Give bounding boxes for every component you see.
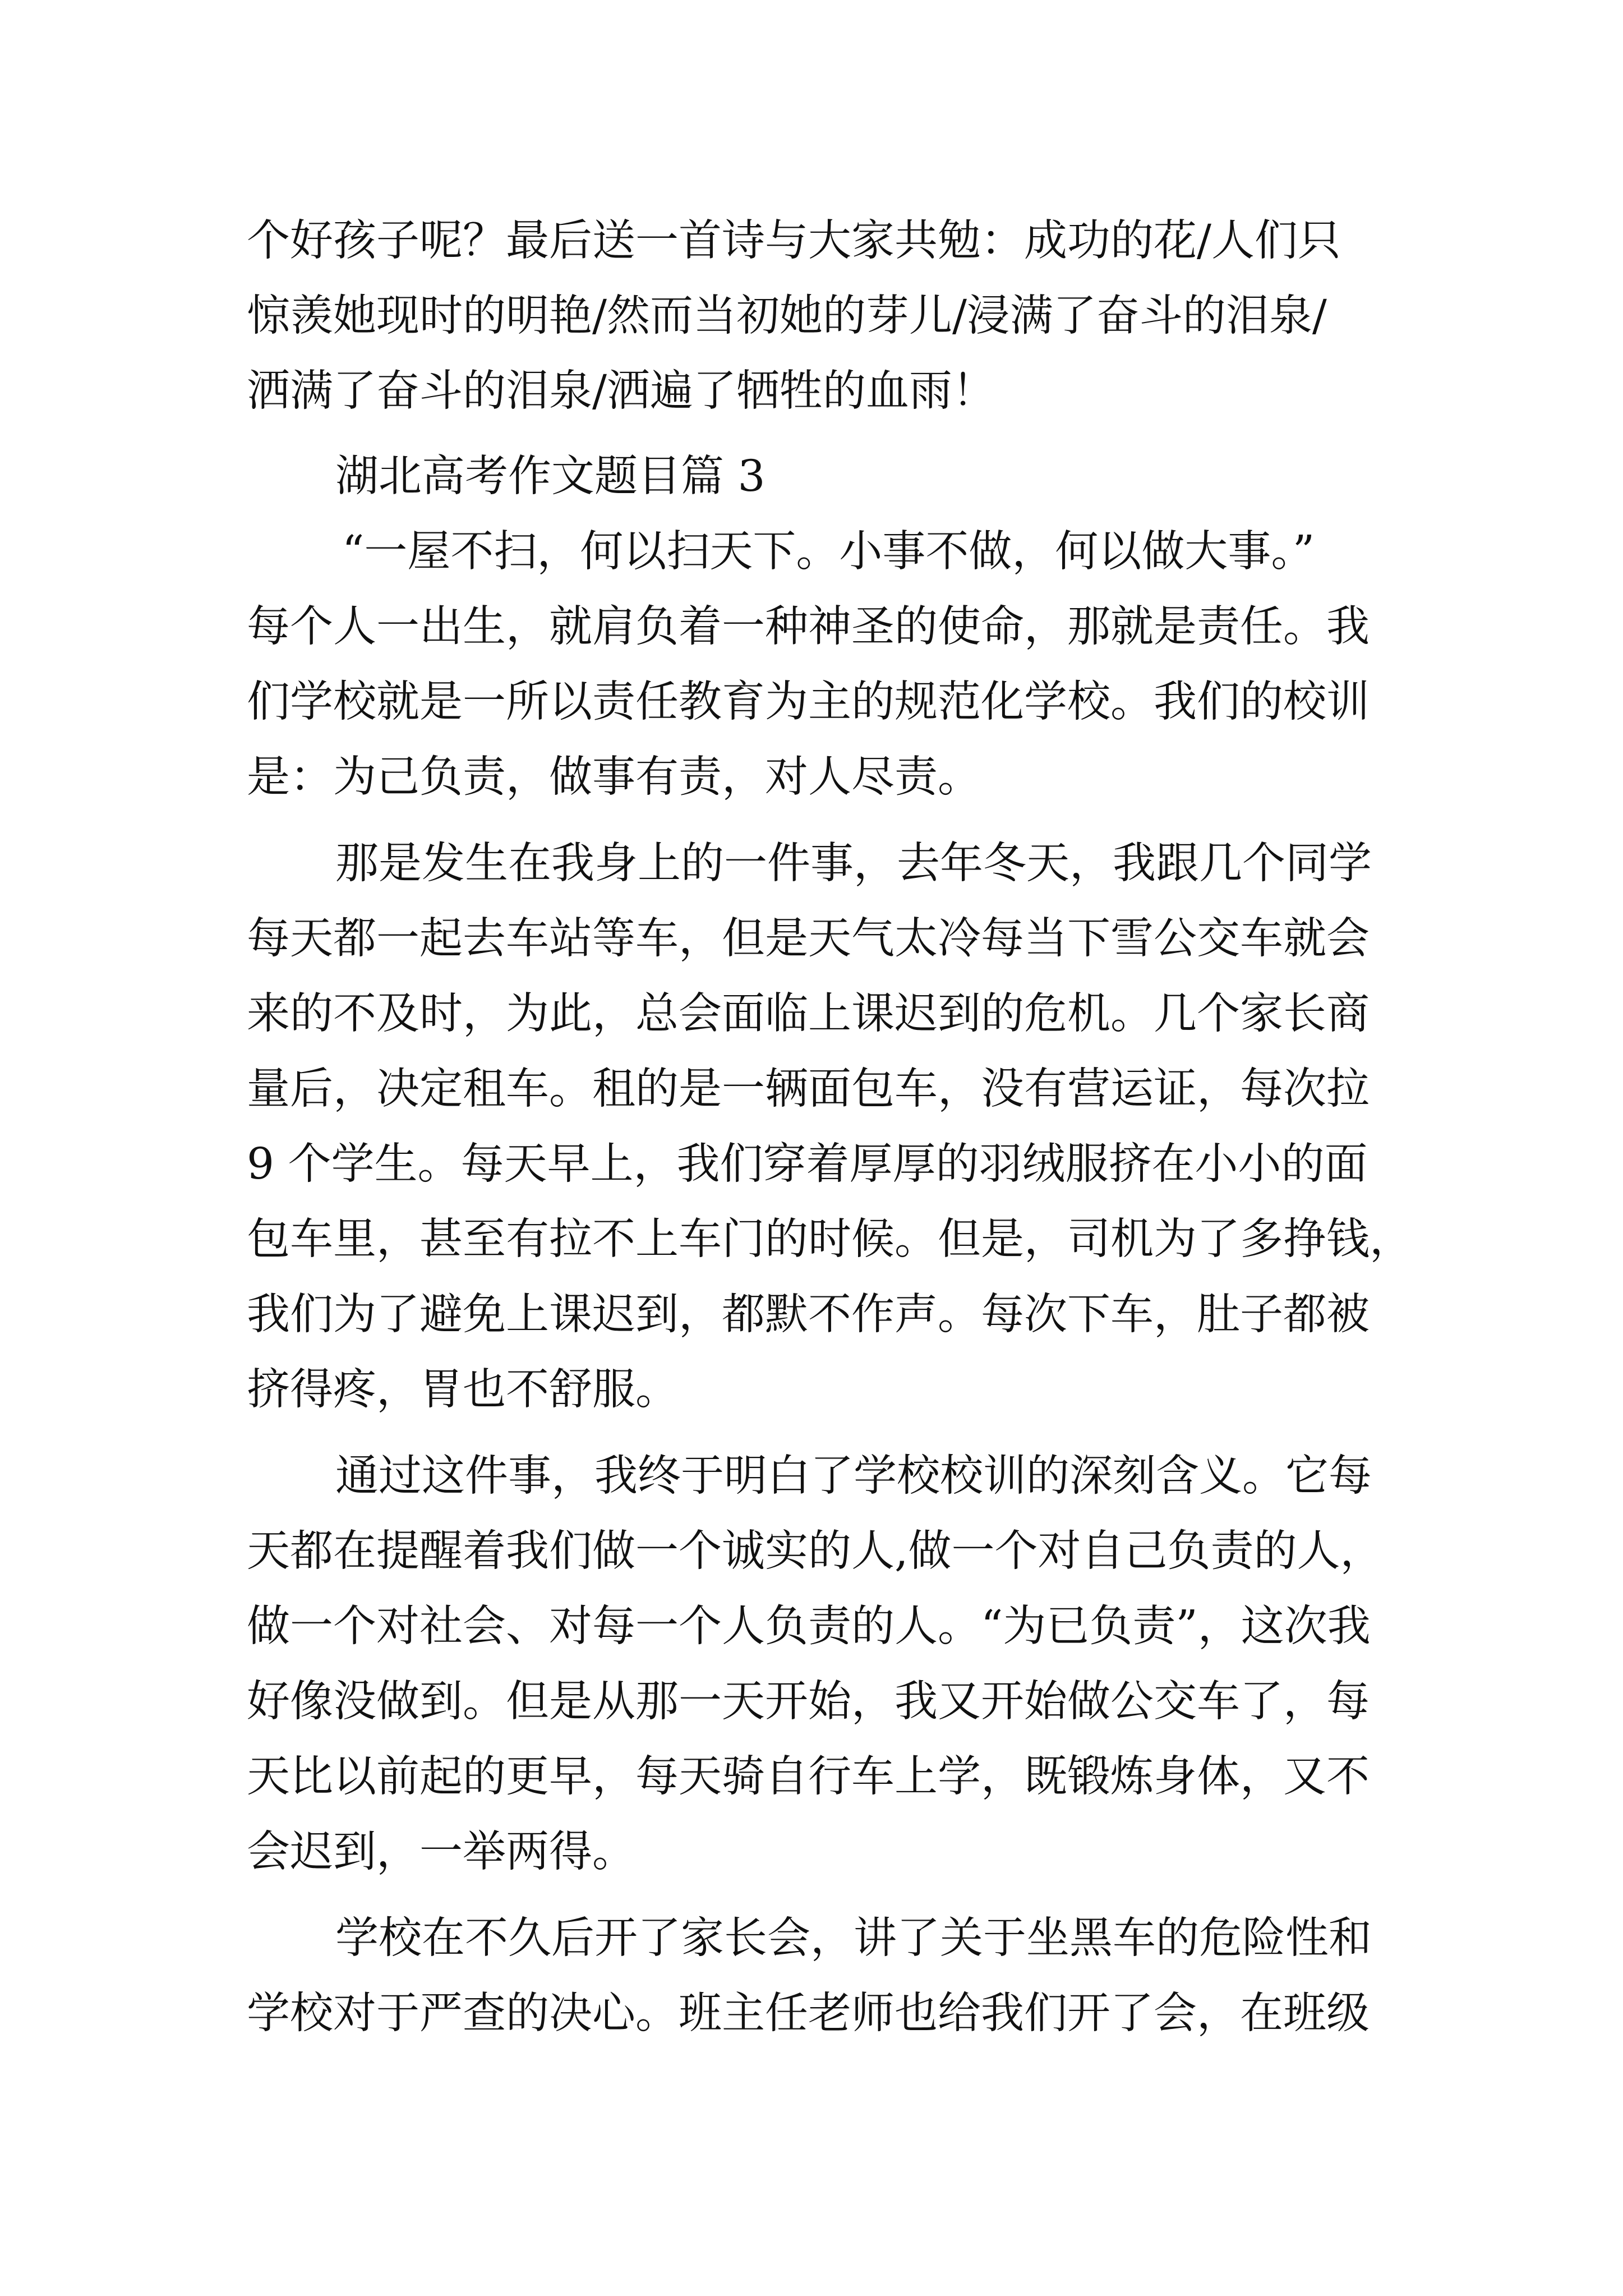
paragraph-line: 是：为己负责，做事有责，对人尽责。	[247, 752, 981, 802]
paragraph-line: 学校在不久后开了家长会，讲了关于坐黑车的危险性和	[335, 1913, 1372, 1963]
paragraph-line: 那是发生在我身上的一件事，去年冬天，我跟几个同学	[335, 839, 1372, 889]
paragraph-line: 们学校就是一所以责任教育为主的规范化学校。我们的校训	[247, 677, 1370, 727]
paragraph-line: 惊羡她现时的明艳/然而当初她的芽儿/浸满了奋斗的泪泉/	[247, 291, 1327, 341]
paragraph-line: 包车里，甚至有拉不上车门的时候。但是，司机为了多挣钱，	[247, 1214, 1413, 1264]
paragraph-line: 做一个对社会、对每一个人负责的人。“为已负责”，这次我	[247, 1602, 1371, 1651]
paragraph-line: 我们为了避免上课迟到，都默不作声。每次下车，肚子都被	[247, 1290, 1370, 1340]
paragraph-line: 挤得疼，胃也不舒服。	[247, 1365, 679, 1415]
paragraph-line: 个好孩子呢？最后送一首诗与大家共勉：成功的花/人们只	[247, 216, 1341, 266]
paragraph-line: 学校对于严查的决心。班主任老师也给我们开了会，在班级	[247, 1989, 1370, 2039]
quote-line: “一屋不扫，何以扫天下。小事不做，何以做大事。”	[342, 527, 1315, 577]
paragraph-line: 每个人一出生，就肩负着一种神圣的使命，那就是责任。我	[247, 602, 1370, 652]
paragraph-line: 来的不及时，为此，总会面临上课迟到的危机。几个家长商	[247, 989, 1370, 1039]
paragraph-line: 洒满了奋斗的泪泉/洒遍了牺牲的血雨！	[247, 366, 995, 416]
paragraph-line: 天比以前起的更早，每天骑自行车上学，既锻炼身体，又不	[247, 1752, 1370, 1802]
paragraph-line: 天都在提醒着我们做一个诚实的人,做一个对自己负责的人，	[247, 1526, 1384, 1576]
paragraph-line: 好像没做到。但是从那一天开始，我又开始做公交车了，每	[247, 1677, 1370, 1727]
paragraph-line: 每天都一起去车站等车，但是天气太冷每当下雪公交车就会	[247, 914, 1370, 964]
paragraph-line: 通过这件事，我终于明白了学校校训的深刻含义。它每	[335, 1451, 1372, 1501]
paragraph-line: 会迟到，一举两得。	[247, 1827, 635, 1877]
paragraph-line: 量后，决定租车。租的是一辆面包车，没有营运证，每次拉	[247, 1064, 1370, 1114]
section-heading: 湖北高考作文题目篇 3	[335, 452, 766, 501]
paragraph-line: 9 个学生。每天早上，我们穿着厚厚的羽绒服挤在小小的面	[247, 1139, 1368, 1189]
